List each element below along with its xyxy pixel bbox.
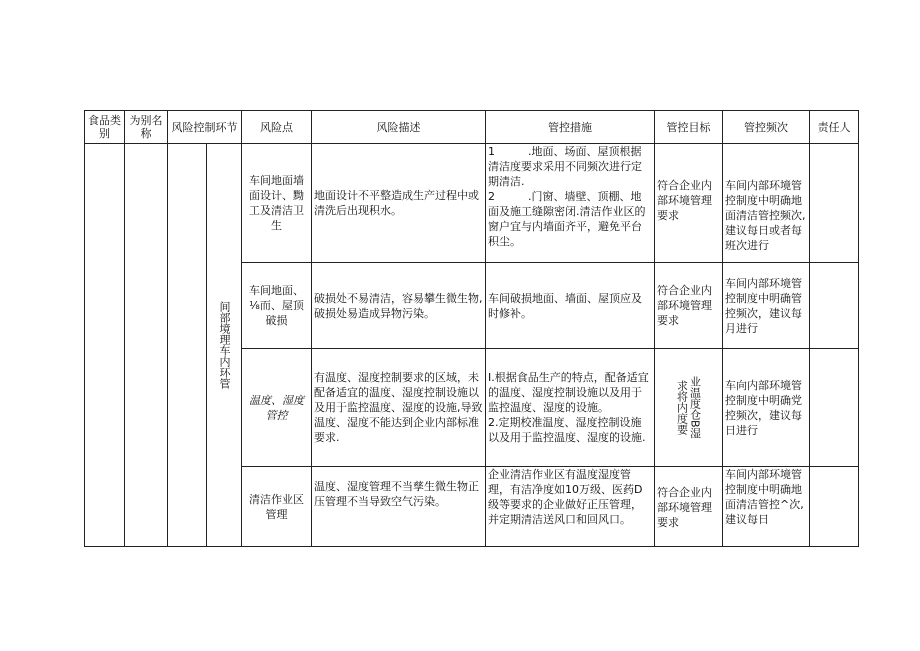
responsible-cell	[810, 263, 859, 349]
measures-cell: 车间破损地面、墙面、屋顶应及时修补。	[486, 263, 655, 349]
risk-point-cell: 车间地面墙面设计、黝工及清洁卫生	[242, 144, 312, 263]
measures-cell: I.根据食品生产的特点，配备适宜的温度、湿度控制设施以及用于监控温度、湿度的设施。 2.定期校准温度、湿度控制设施以及用于监控温度、湿度的设施.	[486, 349, 655, 467]
target-cell: 符合企业内部环境管理要求	[655, 467, 723, 547]
risk-point-cell	[242, 349, 312, 467]
target-vertical-text: 业温度仓B湿 求将内度要	[675, 376, 702, 439]
risk-desc-cell: 地面设计不平整造成生产过程中或清洗后出现积水。	[312, 144, 486, 263]
risk-point-cell: 清洁作业区管理	[242, 467, 312, 547]
header-risk-desc: 风险描述	[312, 111, 486, 144]
risk-desc-cell: 有温度、湿度控制要求的区域，未配备适宜的温度、湿度控制设施以及用于监控温度、湿度的设施,导致温度、湿度不能达到企业内部标准要求.	[312, 349, 486, 467]
frequency-cell: 车间内部环境管控制度中明确地面清洁管控^次,建议每日	[723, 467, 810, 547]
header-control-step: 风险控制环节	[168, 111, 242, 144]
table-row	[85, 144, 859, 263]
header-risk-point: 风险点	[242, 111, 312, 144]
header-row	[85, 111, 859, 144]
risk-desc-cell: 温度、湿度管理不当孳生微生物正压管理不当导致空气污染。	[312, 467, 486, 547]
frequency-cell: 车间内部环境管控制度中明确管控频次，建议每月进行	[723, 263, 810, 349]
measures-cell: 企业清洁作业区有温度湿度管理，有洁净度如10万级、医药D级等要求的企业做好正压管理，并定期清洁送风口和回风口。	[486, 467, 655, 547]
header-responsible: 责任人	[810, 111, 859, 144]
category-name-cell	[125, 144, 168, 547]
food-category-cell	[85, 144, 125, 547]
responsible-cell	[810, 467, 859, 547]
target-cell	[655, 349, 723, 467]
frequency-cell: 车向内部环境管控制度中明确党控频次，建议每日进行	[723, 349, 810, 467]
header-frequency: 管控频次	[723, 111, 810, 144]
control-step-vertical-text: 间部境理车内环管	[218, 301, 231, 389]
responsible-cell	[810, 349, 859, 467]
target-cell: 符合企业内部环境管理要求	[655, 144, 723, 263]
frequency-cell: 车间内部环境管控制度中明确地面清洁管控频次,建议每日或者每班次进行	[723, 144, 810, 263]
risk-control-table	[84, 110, 859, 547]
measures-cell: 1 .地面、场面、屋顶根据清洁度要求采用不同频次进行定期清洁. 2 .门窗、墙壁、顶棚、地面及施工缝隙密闭.清洁作业区的窗户宜与内墙面齐平，避免平台积尘。	[486, 144, 655, 263]
risk-point-cell: 车间地面、⅛而、屋顶破损	[242, 263, 312, 349]
control-step-blank-cell	[168, 144, 207, 547]
header-measures: 管控措施	[486, 111, 655, 144]
header-target: 管控目标	[655, 111, 723, 144]
control-step-cell	[207, 144, 242, 547]
risk-point-text: 温度、湿度管控	[249, 393, 304, 422]
responsible-cell	[810, 144, 859, 263]
header-food-category: 食品类别	[85, 111, 125, 144]
header-category-name: 为别名称	[125, 111, 168, 144]
risk-desc-cell: 破损处不易清洁，容易攀生微生物,破损处易造成异物污染。	[312, 263, 486, 349]
target-cell: 符合企业内部环境管理要求	[655, 263, 723, 349]
